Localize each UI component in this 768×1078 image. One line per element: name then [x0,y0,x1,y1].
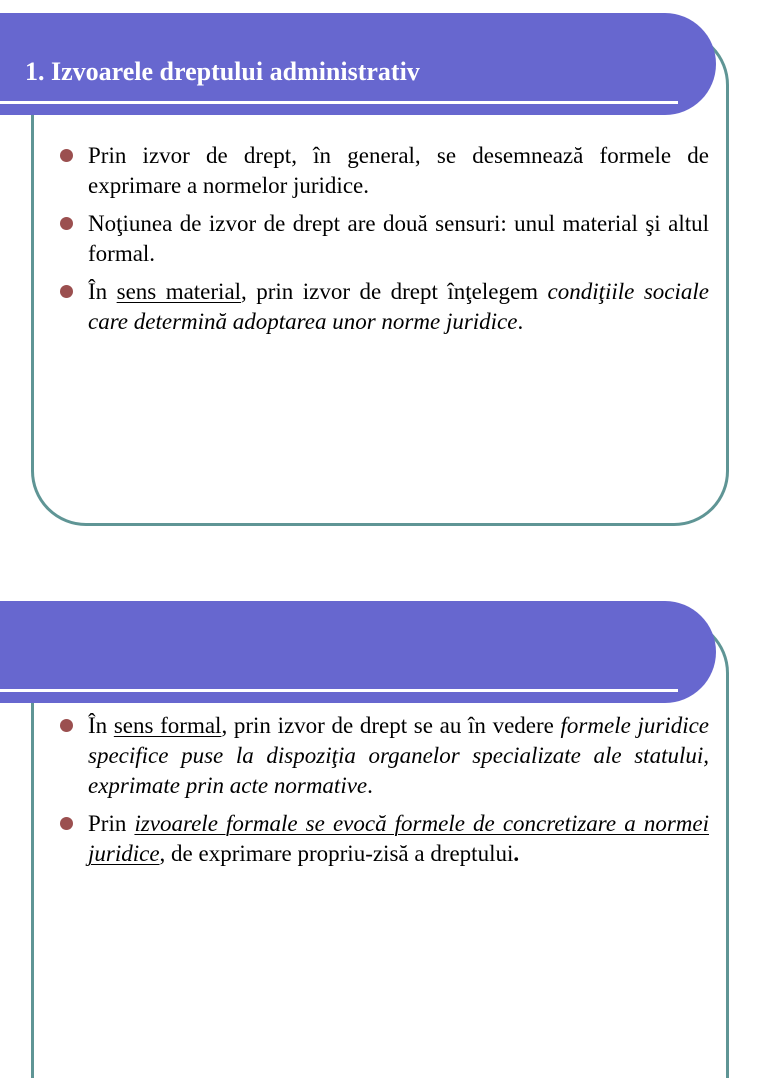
bullet-middle: , prin izvor de drept înţelegem [241,279,548,304]
header-divider [0,689,678,692]
bullet-underlined-italic-phrase: izvoarele formale se evocă formele de concretizare a normei juridice [88,811,709,866]
bullet-middle: , de exprimare propriu-zisă a dreptului [159,841,514,866]
bullet-text: Prin izvor de drept, în general, se desemnează formele de exprimare a normelor juridice. [88,143,709,198]
header-divider [0,101,678,104]
bullet-item [57,711,709,801]
bullet-prefix: În [88,279,117,304]
bullet-dot-icon [60,217,73,230]
bullet-suffix: . [367,773,373,798]
slide-title: 1. Izvoarele dreptului administrativ [25,57,420,86]
slide-header [0,13,716,115]
bullet-dot-icon [60,149,73,162]
bullet-prefix: Prin [88,811,135,836]
bullet-suffix: . [513,841,520,866]
bullet-list [57,141,709,345]
bullet-item [57,809,709,869]
bullet-list [57,711,709,877]
bullet-item [57,209,709,269]
bullet-italic-definition: formele juridice specifice puse la dispoziţia organelor specializate ale statului, exprimate prin acte normative [88,713,709,798]
slide-2 [0,588,768,1024]
bullet-item [57,141,709,201]
bullet-italic-definition: condiţiile sociale care determină adoptarea unor norme juridice [88,279,709,334]
slide-header [0,601,716,703]
bullet-prefix: În [88,713,114,738]
bullet-underlined-term: sens material [116,279,242,304]
bullet-dot-icon [60,285,73,298]
bullet-dot-icon [60,719,73,732]
bullet-suffix: . [517,309,524,334]
bullet-middle: , prin izvor de drept se au în vedere [221,713,561,738]
bullet-item [57,277,709,337]
bullet-text: Noţiunea de izvor de drept are două sensuri: unul material şi altul formal. [88,211,709,266]
bullet-dot-icon [60,817,73,830]
bullet-underlined-term: sens formal [113,713,222,738]
